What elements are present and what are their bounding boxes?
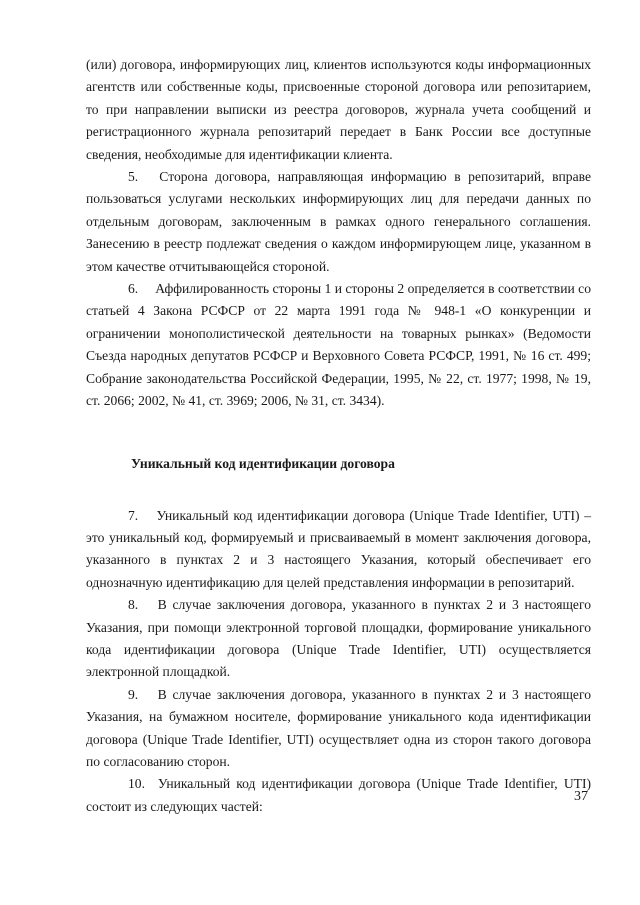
paragraph-8: 8. В случае заключения договора, указанного в пунктах 2 и 3 настоящего Указания, при помощи электронной торговой площадки, формирование уникального кода идентификации договора (Unique Trade Identifier, UTI) осуществляется электронной площадкой.	[86, 597, 591, 680]
section-heading: Уникальный код идентификации договора	[131, 455, 395, 471]
page-number: 37	[574, 789, 588, 804]
paragraph-5: 5. Сторона договора, направляющая информацию в репозитарий, вправе пользоваться услугами нескольких информирующих лиц для передачи данных по отдельным договорам, заключенным в рамках одного генерального соглашения. Занесению в реестр подлежат сведения о каждом информирующем лице, указанном в этом качестве отчитывающейся стороной.	[86, 169, 591, 274]
paragraph-intro: (или) договора, информирующих лиц, клиентов используются коды информационных агентств или собственные коды, присвоенные стороной договора или репозитарием, то при направлении выписки из реестра договоров, журнала учета сообщений и регистрационного журнала репозитарий передает в Банк России все доступные сведения, необходимые для идентификации клиента.	[86, 57, 591, 162]
paragraph-10: 10. Уникальный код идентификации договора (Unique Trade Identifier, UTI) состоит из следующих частей:	[86, 776, 591, 814]
paragraph-7: 7. Уникальный код идентификации договора (Unique Trade Identifier, UTI) – это уникальный код, формируемый и присваиваемый в момент заключения договора, указанного в пунктах 2 и 3 настоящего Указания, который обеспечивает его однозначную идентификацию для целей представления информации в репозитарий.	[86, 507, 591, 590]
paragraph-9: 9. В случае заключения договора, указанного в пунктах 2 и 3 настоящего Указания, на бумажном носителе, формирование уникального кода идентификации договора (Unique Trade Identifier, UTI) осуществляет одна из сторон такого договора по согласованию сторон.	[86, 686, 591, 769]
document-page	[86, 54, 591, 818]
paragraph-6: 6. Аффилированность стороны 1 и стороны 2 определяется в соответствии со статьей 4 Закона РСФСР от 22 марта 1991 года № 948-1 «О конкуренции и ограничении монополистической деятельности на товарных рынках» (Ведомости Съезда народных депутатов РСФСР и Верховного Совета РСФСР, 1991, № 16 ст. 499; Собрание законодательства Российской Федерации, 1995, № 22, ст. 1977; 1998, № 19, ст. 2066; 2002, № 41, ст. 3969; 2006, № 31, ст. 3434).	[86, 281, 591, 409]
